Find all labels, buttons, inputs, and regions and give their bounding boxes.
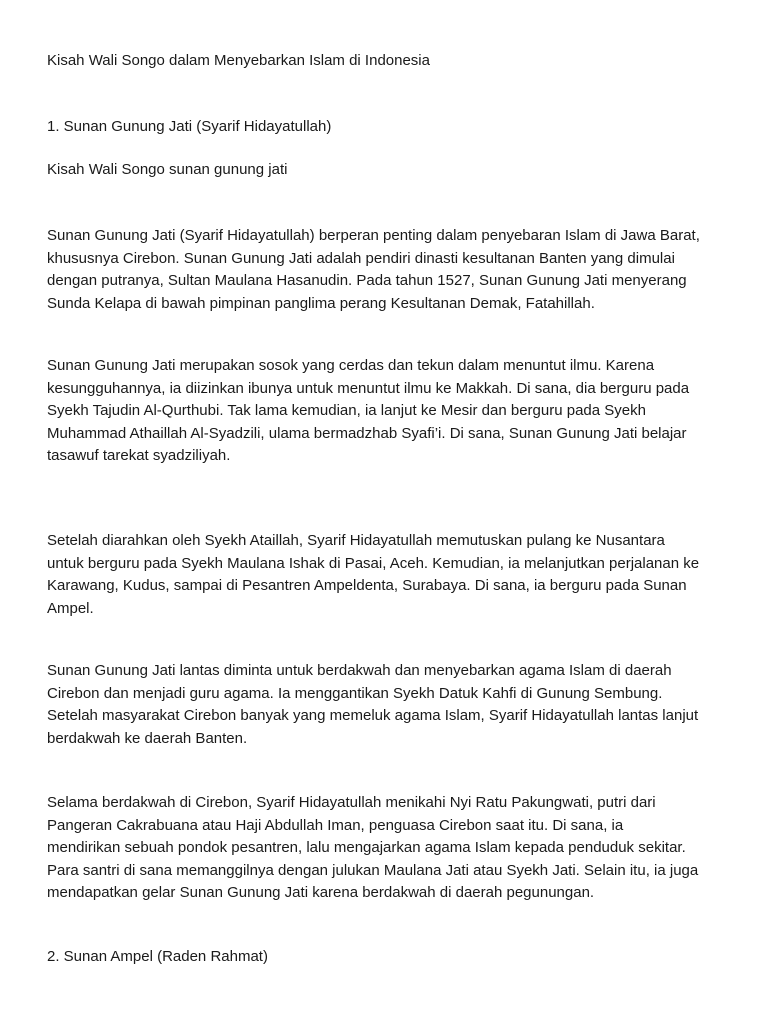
subheading-text: Kisah Wali Songo sunan gunung jati [47, 161, 288, 178]
paragraph-line: Pangeran Cakrabuana atau Haji Abdullah Iman, penguasa Cirebon saat itu. Di sana, ia [47, 816, 624, 834]
paragraph-line: Sunda Kelapa di bawah pimpinan panglima perang Kesultanan Demak, Fatahillah. [47, 294, 595, 312]
paragraph-4 [47, 660, 737, 750]
paragraph-line: dengan putranya, Sultan Maulana Hasanudin. Pada tahun 1527, Sunan Gunung Jati menyerang [47, 272, 687, 289]
paragraph-line: tasawuf tarekat syadziliyah. [47, 447, 231, 464]
paragraph-line: Setelah diarahkan oleh Syekh Ataillah, Syarif Hidayatullah memutuskan pulang ke Nusantara [47, 532, 665, 549]
paragraph-2 [47, 355, 737, 468]
paragraph-line: Sunan Gunung Jati merupakan sosok yang cerdas dan tekun dalam menuntut ilmu. Karena [47, 357, 655, 374]
paragraph-line: kesungguhannya, ia diizinkan ibunya untuk menuntut ilmu ke Makkah. Di sana, dia berguru pada [47, 379, 690, 397]
title-text: Kisah Wali Songo dalam Menyebarkan Islam di Indonesia [47, 52, 430, 69]
paragraph-line: Selama berdakwah di Cirebon, Syarif Hidayatullah menikahi Nyi Ratu Pakungwati, putri dari [47, 794, 656, 811]
paragraph-line: Para santri di sana memanggilnya dengan julukan Maulana Jati atau Syekh Jati. Selain itu, ia juga [47, 861, 699, 879]
paragraph-line: untuk berguru pada Syekh Maulana Ishak di Pasai, Aceh. Kemudian, ia melanjutkan perjalanan ke [47, 554, 700, 572]
section-heading-text: 1. Sunan Gunung Jati (Syarif Hidayatullah) [47, 118, 332, 135]
paragraph-line: khususnya Cirebon. Sunan Gunung Jati adalah pendiri dinasti kesultanan Banten yang dimulai [47, 249, 675, 267]
section-heading-sunan-gunung-jati [47, 116, 737, 139]
paragraph-5 [47, 792, 737, 905]
paragraph-line: Setelah masyarakat Cirebon banyak yang memeluk agama Islam, Syarif Hidayatullah lantas lanjut [47, 707, 699, 724]
paragraph-line: mendapatkan gelar Sunan Gunung Jati karena berdakwah di daerah pegunungan. [47, 884, 595, 901]
section-heading-text: 2. Sunan Ampel (Raden Rahmat) [47, 948, 268, 965]
paragraph-1 [47, 225, 737, 315]
paragraph-line: Syekh Tajudin Al-Qurthubi. Tak lama kemudian, ia lanjut ke Mesir dan berguru pada Syekh [47, 402, 646, 419]
section-heading-sunan-ampel [47, 946, 737, 969]
paragraph-line: mendirikan sebuah pondok pesantren, lalu mengajarkan agama Islam kepada penduduk sekitar. [47, 839, 686, 856]
document-title [47, 50, 737, 73]
paragraph-line: berdakwah ke daerah Banten. [47, 729, 248, 747]
section-subheading [47, 159, 737, 182]
paragraph-line: Ampel. [47, 599, 94, 617]
paragraph-line: Sunan Gunung Jati (Syarif Hidayatullah) berperan penting dalam penyebaran Islam di Jawa Barat, [47, 227, 700, 244]
paragraph-line: Muhammad Athaillah Al-Syadzili, ulama bermadzhab Syafi’i. Di sana, Sunan Gunung Jati belajar [47, 424, 687, 442]
paragraph-line: Sunan Gunung Jati lantas diminta untuk berdakwah dan menyebarkan agama Islam di daerah [47, 662, 672, 679]
paragraph-line: Cirebon dan menjadi guru agama. Ia menggantikan Syekh Datuk Kahfi di Gunung Sembung. [47, 684, 663, 702]
paragraph-line: Karawang, Kudus, sampai di Pesantren Ampeldenta, Surabaya. Di sana, ia berguru pada Sunan [47, 577, 687, 594]
paragraph-3 [47, 530, 737, 620]
